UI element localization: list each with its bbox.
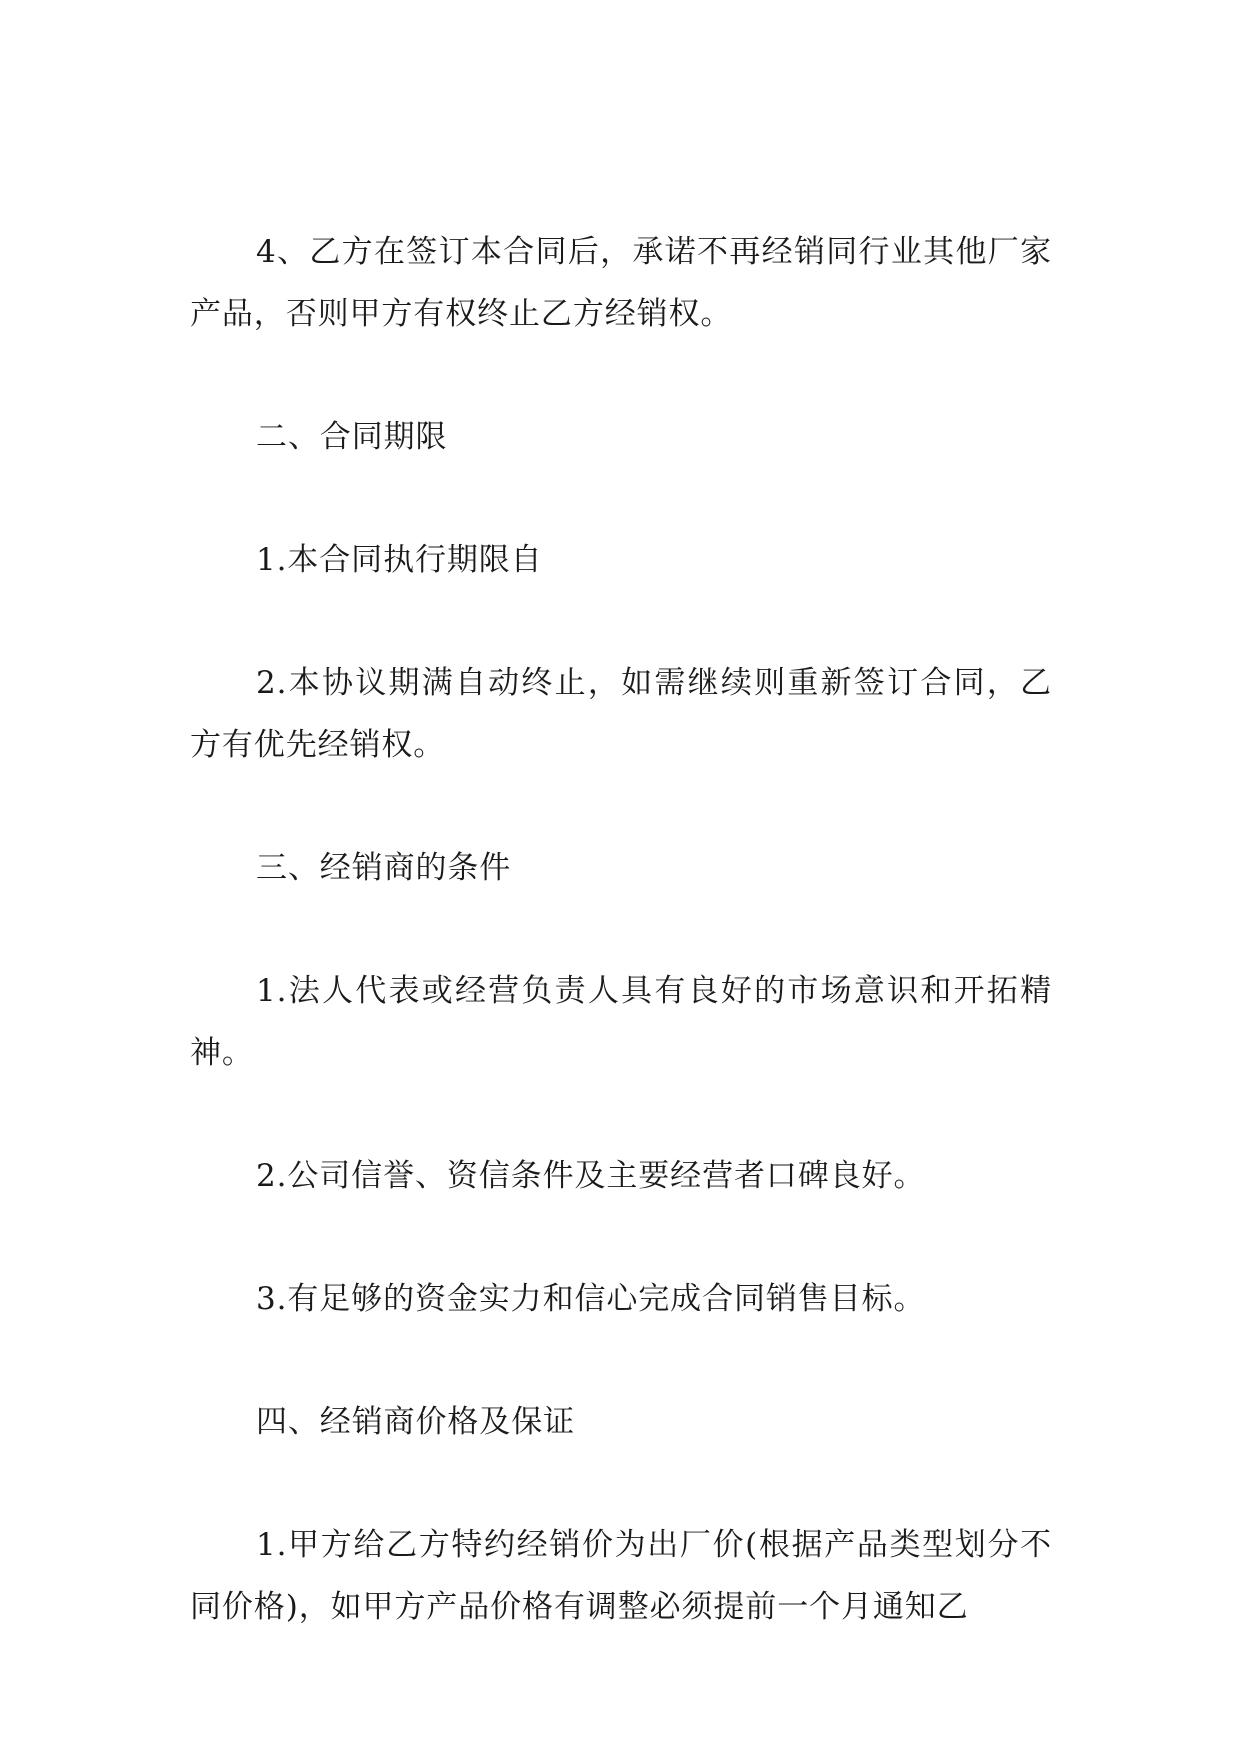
document-body [190, 221, 1052, 1638]
clause-paragraph: 2.公司信誉、资信条件及主要经营者口碑良好。 [256, 1158, 926, 1194]
section-heading: 二、合同期限 [256, 419, 448, 455]
section-heading: 三、经销商的条件 [256, 850, 512, 886]
clause-paragraph: 3.有足够的资金实力和信心完成合同销售目标。 [256, 1281, 926, 1317]
section-heading: 四、经销商价格及保证 [256, 1404, 575, 1440]
clause-paragraph: 1.甲方给乙方特约经销价为出厂价(根据产品类型划分不同价格)，如甲方产品价格有调整必须提前一个月通知乙 [190, 1527, 1052, 1625]
clause-paragraph: 1.法人代表或经营负责人具有良好的市场意识和开拓精神。 [190, 973, 1052, 1071]
clause-paragraph: 4、乙方在签订本合同后，承诺不再经销同行业其他厂家产品，否则甲方有权终止乙方经销权。 [190, 234, 1052, 332]
clause-paragraph: 2.本协议期满自动终止，如需继续则重新签订合同，乙方有优先经销权。 [190, 665, 1052, 763]
clause-paragraph: 1.本合同执行期限自 [256, 542, 543, 578]
